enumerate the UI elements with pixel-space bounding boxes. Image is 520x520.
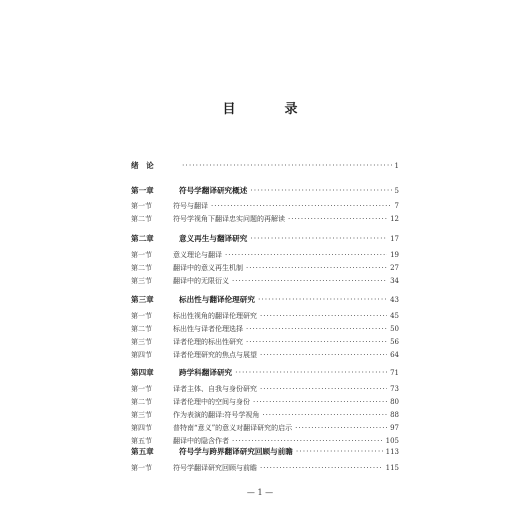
toc-entry-page: 105 [385,437,399,445]
leader-dots [260,312,387,320]
toc-entry-section[interactable] [131,311,399,321]
toc-entry-title: 符号与翻译 [173,202,208,210]
toc-entry-section[interactable] [131,214,399,224]
toc-entry-label: 第一节 [131,202,152,210]
toc-entry-label: 第二节 [131,325,152,333]
toc-entry-page: 19 [390,251,399,259]
leader-dots [288,215,387,223]
toc-entry-page: 43 [390,296,399,304]
toc-entry-chapter-5[interactable] [131,446,399,457]
toc-entry-title: 翻译中的无限衍义 [173,277,229,285]
toc-entry-page: 27 [390,264,399,272]
toc-entry-label: 第一节 [131,464,152,472]
leader-dots [262,411,387,419]
leader-dots [246,338,387,346]
toc-entry-title: 标出性视角的翻译伦理研究 [173,312,257,320]
toc-entry-title: 符号学与跨界翻译研究回顾与前瞻 [179,447,293,456]
toc-entry-title: 作为表演的翻译:符号学视角 [173,411,260,419]
toc-entry-chapter-3[interactable] [131,294,399,305]
toc-entry-label: 第四节 [131,424,152,432]
toc-entry-page: 17 [390,235,399,243]
toc-entry-chapter-4[interactable] [131,367,399,378]
toc-entry-label: 第一节 [131,385,152,393]
toc-entry-label: 第二节 [131,398,152,406]
toc-entry-page: 50 [390,325,399,333]
toc-entry-page: 97 [390,424,399,432]
toc-entry-title: 符号学视角下翻译忠实问题的再解读 [173,215,285,223]
leader-dots [246,264,387,272]
leader-dots [260,351,387,359]
leader-dots [295,424,387,432]
toc-entry-page: 34 [390,277,399,285]
toc-entry-section[interactable] [131,250,399,260]
toc-entry-section[interactable] [131,276,399,286]
toc-entry-chapter-1[interactable] [131,185,399,196]
toc-entry-introduction[interactable] [131,160,399,171]
toc-entry-title: 译者主体、自我与身份研究 [173,385,257,393]
toc-entry-label: 第四章 [131,368,154,377]
leader-dots [296,447,383,456]
toc-entry-page: 45 [390,312,399,320]
toc-entry-title: 意义理论与翻译 [173,251,222,259]
toc-entry-section[interactable] [131,410,399,420]
toc-entry-label: 第三节 [131,277,152,285]
toc-entry-page: 1 [394,162,399,170]
toc-entry-page: 73 [390,385,399,393]
toc-entry-page: 80 [390,398,399,406]
leader-dots [260,464,383,472]
toc-entry-page: 12 [390,215,399,223]
toc-entry-title: 跨学科翻译研究 [179,368,233,377]
leader-dots [232,277,387,285]
leader-dots [258,295,387,304]
toc-entry-page: 113 [385,448,399,456]
toc-entry-section[interactable] [131,263,399,273]
toc-entry-label: 第三节 [131,411,152,419]
toc-entry-title: 译者伦理的标出性研究 [173,338,243,346]
toc-entry-title: 标出性与译者伦理选择 [173,325,243,333]
toc-entry-label: 第五章 [131,447,154,456]
toc-entry-section[interactable] [131,436,399,446]
leader-dots [260,385,387,393]
toc-entry-label: 第二章 [131,234,154,243]
leader-dots [250,234,387,243]
toc-entry-label: 第三章 [131,295,154,304]
toc-entry-label: 第二节 [131,264,152,272]
toc-entry-section[interactable] [131,463,399,473]
toc-entry-page: 7 [394,202,399,210]
toc-entry-title: 符号学翻译研究回顾与前瞻 [173,464,257,472]
toc-entry-label: 绪 论 [131,161,154,170]
toc-entry-title: 符号学翻译研究概述 [179,186,248,195]
toc-entry-section[interactable] [131,337,399,347]
page-number-footer: — 1 — [246,488,274,497]
toc-entry-page: 71 [390,369,399,377]
toc-entry-section[interactable] [131,350,399,360]
toc-entry-section[interactable] [131,324,399,334]
toc-entry-label: 第一章 [131,186,154,195]
toc-entry-label: 第五节 [131,437,152,445]
toc-entry-section[interactable] [131,423,399,433]
toc-entry-label: 第二节 [131,215,152,223]
toc-entry-title: 译者伦理研究的焦点与展望 [173,351,257,359]
leader-dots [253,398,387,406]
toc-entry-label: 第一节 [131,251,152,259]
toc-entry-label: 第三节 [131,338,152,346]
leader-dots [235,368,387,377]
toc-entry-title: 翻译中的意义再生机制 [173,264,243,272]
toc-entry-title: 标出性与翻译伦理研究 [179,295,255,304]
leader-dots [246,325,387,333]
toc-entry-title: 翻译中的隐含作者 [173,437,229,445]
toc-entry-section[interactable] [131,397,399,407]
toc-entry-page: 5 [394,187,399,195]
toc-entry-page: 64 [390,351,399,359]
toc-entry-label: 第四节 [131,351,152,359]
page-title: 目 录 [222,102,316,117]
toc-entry-section[interactable] [131,201,399,211]
leader-dots [232,437,383,445]
toc-entry-page: 115 [385,464,399,472]
toc-entry-section[interactable] [131,384,399,394]
leader-dots [182,161,392,170]
toc-entry-label: 第一节 [131,312,152,320]
toc-entry-title: 普特南“意义”的意义对翻译研究的启示 [173,424,293,432]
toc-entry-title: 意义再生与翻译研究 [179,234,248,243]
toc-entry-title: 译者伦理中的空间与身份 [173,398,250,406]
leader-dots [211,202,392,210]
toc-entry-chapter-2[interactable] [131,233,399,244]
toc-entry-page: 56 [390,338,399,346]
toc-entry-page: 88 [390,411,399,419]
leader-dots [225,251,387,259]
leader-dots [250,186,391,195]
